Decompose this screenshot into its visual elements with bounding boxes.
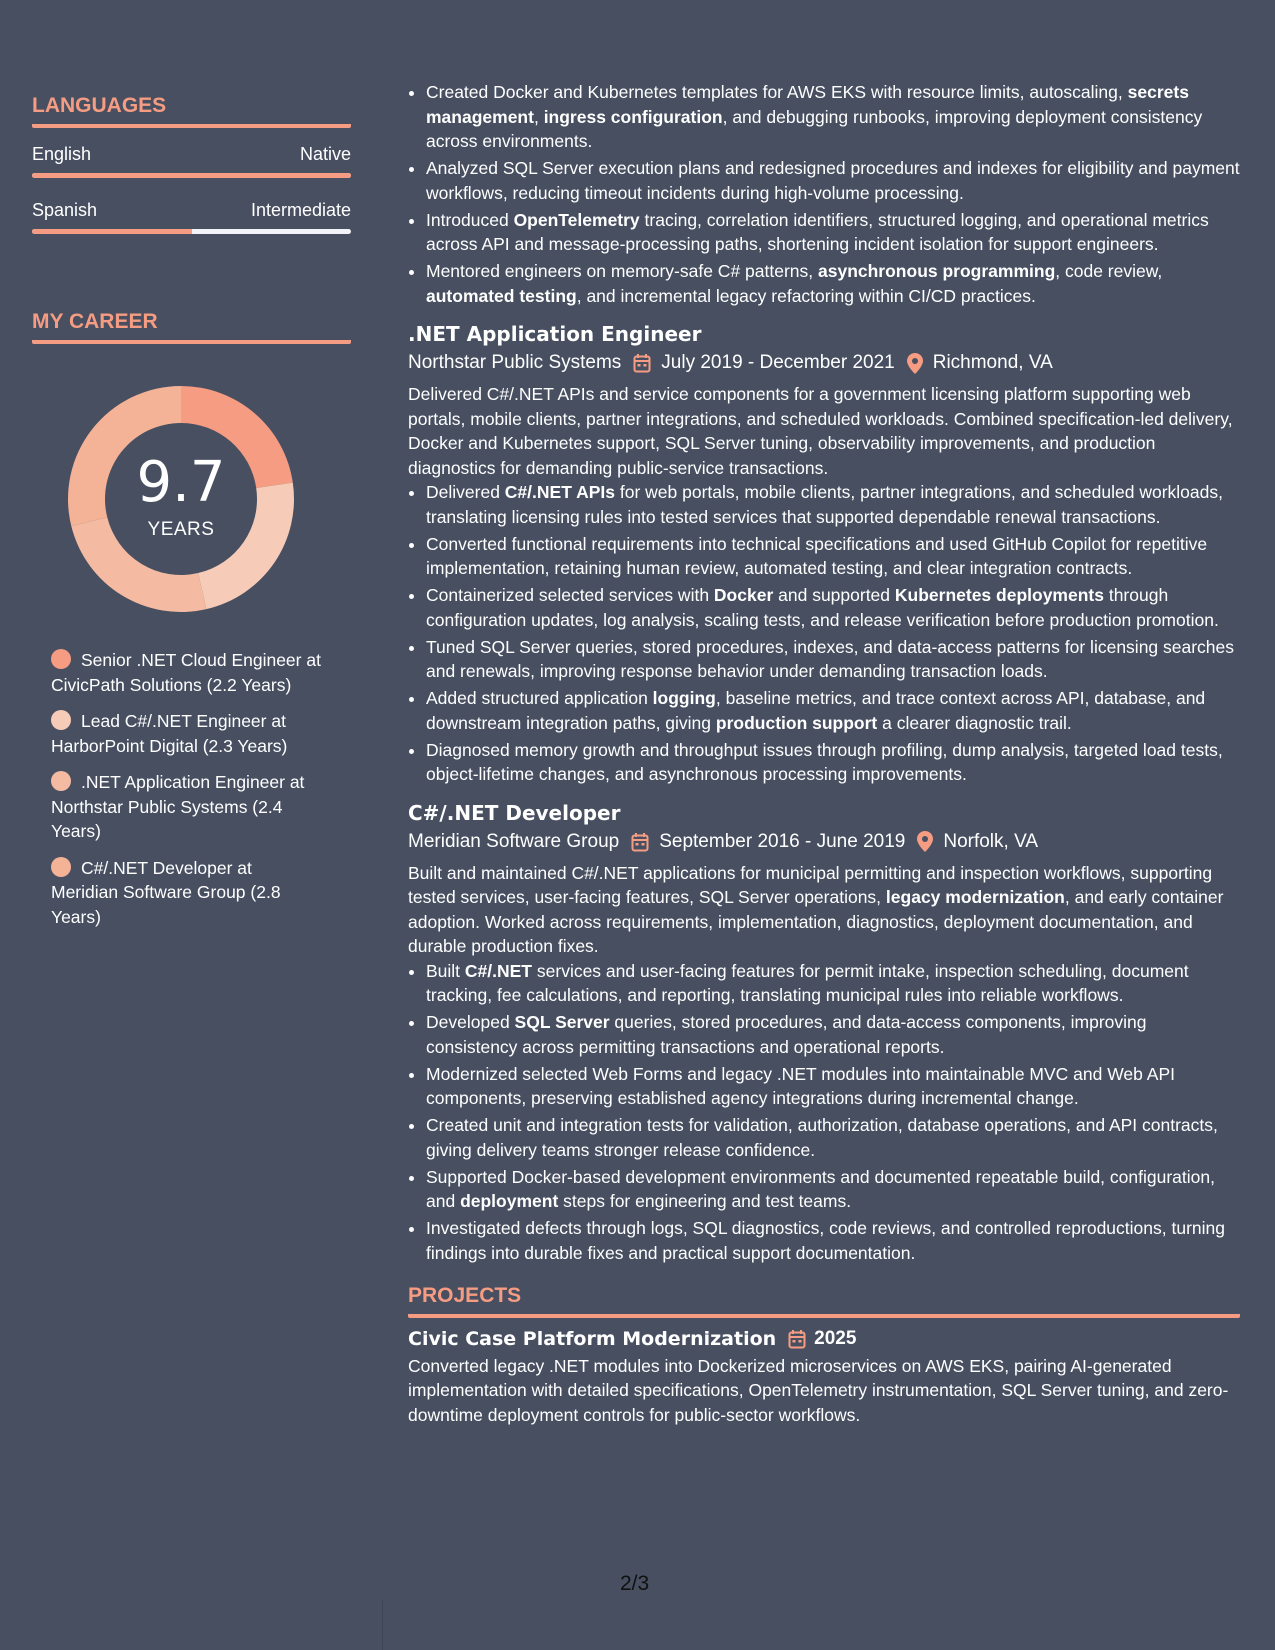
legend-dot-icon xyxy=(51,771,71,791)
bullet-item: • Containerized selected services with Docker and supported Kubernetes deployments through configuration updates, log analysis, scaling tests, and release verification before production promotion. xyxy=(426,583,1240,632)
sidebar xyxy=(32,0,351,941)
company-name: Northstar Public Systems xyxy=(408,352,622,373)
language-name: English xyxy=(32,144,92,164)
bullet-item: • Created Docker and Kubernetes templates for AWS EKS with resource limits, autoscaling, secrets management, ingress configuration, and debugging runbooks, improving deployment consistency across environments. xyxy=(426,80,1240,154)
location-pin-icon xyxy=(917,831,933,852)
bullet-item: • Built C#/.NET services and user-facing features for permit intake, inspection scheduling, document tracking, fee calculations, and reporting, translating municipal rules into reliable workflows. xyxy=(426,959,1240,1008)
language-name: Spanish xyxy=(32,200,98,220)
legend-dot-icon xyxy=(51,649,71,669)
donut-center xyxy=(66,384,296,614)
bullet-item: • Mentored engineers on memory-safe C# patterns, asynchronous programming, code review, automated testing, and incremental legacy refactoring within CI/CD practices. xyxy=(426,259,1240,308)
job-title: C#/.NET Developer xyxy=(408,800,621,825)
job-bullets xyxy=(408,959,1240,1266)
bullet-item: • Analyzed SQL Server execution plans and redesigned procedures and indexes for eligibility and payment workflows, reducing timeout incidents during high-volume processing. xyxy=(426,156,1240,205)
language-item xyxy=(32,144,351,178)
calendar-icon xyxy=(788,1329,806,1349)
job-bullets xyxy=(408,480,1240,787)
column-divider xyxy=(382,1600,383,1650)
project-description: Converted legacy .NET modules into Dockerized microservices on AWS EKS, pairing AI-generated implementation with detailed specifications, OpenTelemetry instrumentation, SQL Server tuning, and zero-downtime deployment controls for public-sector workflows. xyxy=(408,1355,1229,1425)
bullet-item: • Diagnosed memory growth and throughput issues through profiling, dump analysis, targeted load tests, object-lifetime changes, and asynchronous processing improvements. xyxy=(426,738,1240,787)
legend-label: Senior .NET Cloud Engineer at CivicPath Solutions (2.2 Years) xyxy=(51,650,321,695)
language-level-fill xyxy=(32,229,192,234)
job-summary: Built and maintained C#/.NET applications for municipal permitting and inspection workflows, supporting tested services, user-facing features, SQL Server operations, legacy modernization, and early container adoption. Worked across requirements, implementation, diagnostics, deployment documentation, and durable production fixes. xyxy=(408,862,1224,956)
job-summary: Delivered C#/.NET APIs and service components for a government licensing platform supporting web portals, mobile clients, partner integrations, and scheduled workloads. Combined specification-led delivery, Docker and Kubernetes support, SQL Server tuning, observability improvements, and production diagnostics for demanding public-service transactions. xyxy=(408,384,1233,478)
bullet-item: • Investigated defects through logs, SQL diagnostics, code reviews, and controlled reproductions, turning findings into durable fixes and practical support documentation. xyxy=(426,1216,1240,1265)
career-total-unit: YEARS xyxy=(147,519,215,540)
legend-label: C#/.NET Developer at Meridian Software Group (2.8 Years) xyxy=(51,857,281,927)
job-meta xyxy=(408,831,1240,853)
language-level-bar xyxy=(32,173,351,178)
legend-item xyxy=(32,648,321,697)
job-location: Richmond, VA xyxy=(932,352,1053,373)
languages-heading: LANGUAGES xyxy=(32,94,351,128)
career-donut-chart xyxy=(66,384,296,614)
language-level-bar xyxy=(32,229,351,234)
bullet-item: • Modernized selected Web Forms and legacy .NET modules into maintainable MVC and Web API components, preserving established agency integrations during incremental change. xyxy=(426,1062,1240,1111)
main-content xyxy=(408,0,1240,1427)
career-total-years: 9.7 xyxy=(136,450,226,515)
legend-item xyxy=(32,856,321,930)
legend-dot-icon xyxy=(51,857,71,877)
bullet-item: • Introduced OpenTelemetry tracing, correlation identifiers, structured logging, and operational metrics across API and message-processing paths, shortening incident isolation for support engineers. xyxy=(426,208,1240,257)
company-name: Meridian Software Group xyxy=(408,830,620,852)
job-dates: September 2016 - June 2019 xyxy=(659,830,906,852)
page-number: 2/3 xyxy=(620,1572,650,1595)
projects-heading: PROJECTS xyxy=(408,1284,1240,1318)
project-name: Civic Case Platform Modernization xyxy=(408,1327,777,1350)
bullet-item: • Supported Docker-based development environments and documented repeatable build, configuration, and deployment steps for engineering and test teams. xyxy=(426,1165,1240,1214)
project-entry xyxy=(408,1328,1240,1428)
bullet-item: • Delivered C#/.NET APIs for web portals, mobile clients, partner integrations, and scheduled workloads, translating licensing rules into tested services that supported dependable renewal transactions. xyxy=(426,480,1240,529)
career-heading: MY CAREER xyxy=(32,310,351,344)
project-year: 2025 xyxy=(814,1327,857,1349)
job-title: .NET Application Engineer xyxy=(408,322,702,346)
language-item xyxy=(32,200,351,234)
language-level: Intermediate xyxy=(250,200,351,220)
language-level-fill xyxy=(32,173,351,178)
bullet-item: • Tuned SQL Server queries, stored procedures, indexes, and data-access patterns for licensing searches and renewals, improving response behavior under demanding transaction loads. xyxy=(426,635,1240,684)
bullet-item: • Developed SQL Server queries, stored procedures, and data-access components, improving consistency across permitting transactions and operational reports. xyxy=(426,1010,1240,1059)
job-dates: July 2019 - December 2021 xyxy=(661,352,895,373)
job-meta xyxy=(408,352,1240,374)
legend-label: .NET Application Engineer at Northstar Public Systems (2.4 Years) xyxy=(51,772,305,841)
legend-item xyxy=(32,770,321,844)
job-entry xyxy=(408,322,1240,787)
language-level: Native xyxy=(299,144,351,164)
legend-label: Lead C#/.NET Engineer at HarborPoint Digital (2.3 Years) xyxy=(51,711,288,756)
legend-item xyxy=(32,709,321,758)
legend-dot-icon xyxy=(51,710,71,730)
previous-job-bullets xyxy=(408,80,1240,308)
location-pin-icon xyxy=(907,353,923,374)
calendar-icon xyxy=(631,832,649,852)
bullet-item: • Added structured application logging, baseline metrics, and trace context across API, database, and downstream integration paths, giving production support a clearer diagnostic trail. xyxy=(426,686,1240,735)
calendar-icon xyxy=(633,353,651,373)
career-legend xyxy=(32,648,351,929)
bullet-item: • Created unit and integration tests for validation, authorization, database operations, and API contracts, giving delivery teams stronger release confidence. xyxy=(426,1113,1240,1162)
job-entry xyxy=(408,801,1240,1266)
bullet-item: • Converted functional requirements into technical specifications and used GitHub Copilot for repetitive implementation, retaining human review, automated testing, and clear integration contracts. xyxy=(426,532,1240,581)
job-location: Norfolk, VA xyxy=(943,830,1039,852)
project-header xyxy=(408,1328,1240,1350)
